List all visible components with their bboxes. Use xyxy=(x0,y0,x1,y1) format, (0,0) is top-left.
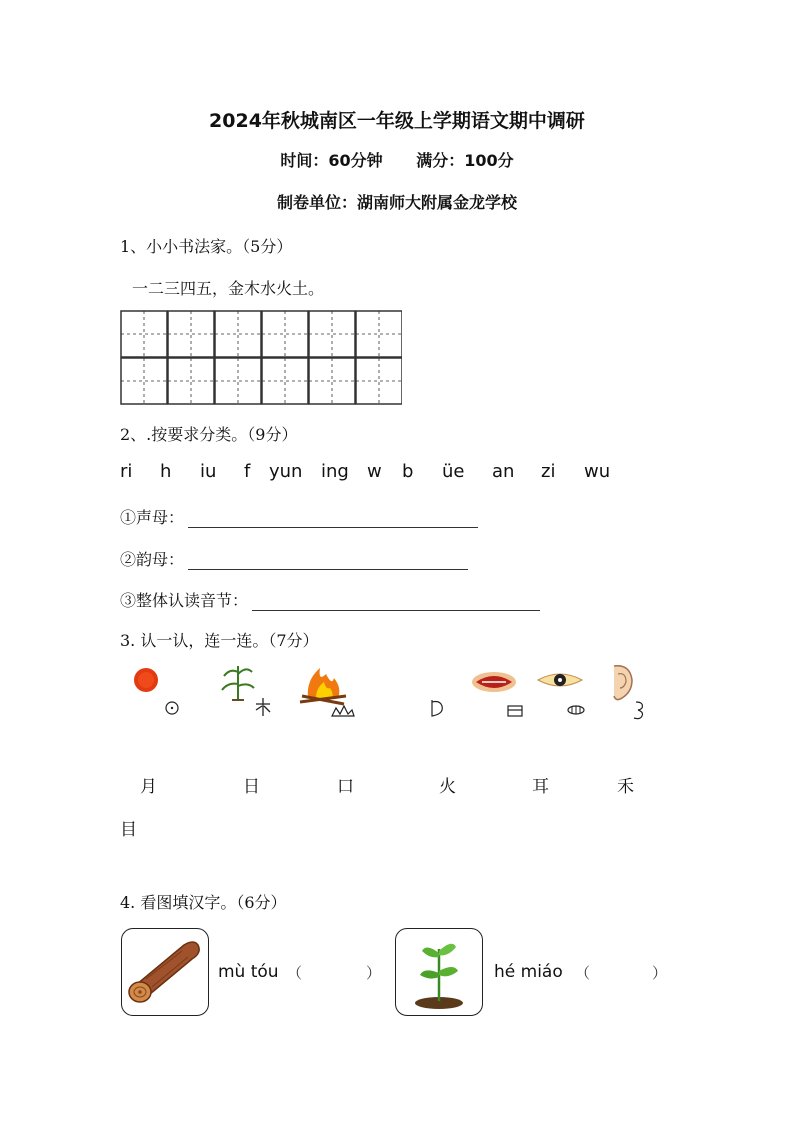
q3-title: 3. 认一认，连一连。（7分） xyxy=(120,631,319,650)
paren-open-1: （ xyxy=(287,964,303,982)
pinyin-item: zi xyxy=(541,461,556,482)
pinyin-item: h xyxy=(160,461,172,482)
ear-icon xyxy=(614,666,643,719)
pinyin-item: b xyxy=(402,461,414,482)
exam-info xyxy=(0,148,794,171)
pictograph-row xyxy=(120,660,660,720)
pinyin-item: ri xyxy=(120,461,133,482)
char-ear[interactable]: 耳 xyxy=(532,777,549,797)
log-icon xyxy=(122,929,208,1015)
fill-initials-label: ①声母： xyxy=(120,508,185,527)
fill-initials xyxy=(120,505,478,528)
sun-icon xyxy=(134,668,178,714)
paren-close-1: ） xyxy=(366,964,382,982)
exam-time: 时间：60分钟 xyxy=(280,151,383,170)
pinyin-item: üe xyxy=(442,461,465,482)
paren-close-2: ） xyxy=(652,964,668,982)
pinyin-item: ing xyxy=(321,461,349,482)
eye-icon xyxy=(538,674,584,714)
q1-title: 1、小小书法家。（5分） xyxy=(120,237,293,256)
char-moon[interactable]: 月 xyxy=(140,777,157,797)
char-mouth[interactable]: 口 xyxy=(337,777,354,797)
fire-icon xyxy=(300,668,354,716)
answer-line-finals[interactable] xyxy=(188,551,468,570)
pinyin-item: f xyxy=(244,461,251,482)
fill-finals-label: ②韵母： xyxy=(120,550,185,569)
writing-grid[interactable] xyxy=(120,310,402,406)
pinyin-item: w xyxy=(367,461,382,482)
pinyin-item: wu xyxy=(584,461,611,482)
q1-text: 一二三四五，金木水火土。 xyxy=(132,279,325,298)
pinyin-item: iu xyxy=(200,461,217,482)
wood-picture xyxy=(121,928,209,1016)
exam-unit: 制卷单位：湖南师大附属金龙学校 xyxy=(276,193,517,212)
char-fire[interactable]: 火 xyxy=(439,777,456,797)
mouth-icon xyxy=(472,672,522,716)
page-title: 2024年秋城南区一年级上学期语文期中调研 xyxy=(209,110,585,132)
char-sun[interactable]: 日 xyxy=(243,777,260,797)
moon-icon xyxy=(406,666,442,716)
answer-line-initials[interactable] xyxy=(188,509,478,528)
q4-title: 4. 看图填汉字。（6分） xyxy=(120,893,287,912)
fill-syllables xyxy=(120,588,540,611)
rice-plant-icon xyxy=(222,666,270,716)
pinyin-hemiao: hé miáo xyxy=(494,962,563,982)
exam-score: 满分：100分 xyxy=(416,151,514,170)
pinyin-item: yun xyxy=(269,461,303,482)
char-eye[interactable]: 目 xyxy=(120,820,137,840)
pinyin-item: an xyxy=(492,461,515,482)
seedling-icon xyxy=(396,929,482,1015)
fill-finals xyxy=(120,547,468,570)
pinyin-mutou: mù tóu xyxy=(218,962,279,982)
answer-line-syllables[interactable] xyxy=(252,592,540,611)
char-grain[interactable]: 禾 xyxy=(617,777,634,797)
pinyin-list xyxy=(120,461,640,485)
paren-open-2: （ xyxy=(575,964,591,982)
q2-title: 2、.按要求分类。（9分） xyxy=(120,425,298,444)
fill-syllables-label: ③整体认读音节： xyxy=(120,591,249,610)
seedling-picture xyxy=(395,928,483,1016)
